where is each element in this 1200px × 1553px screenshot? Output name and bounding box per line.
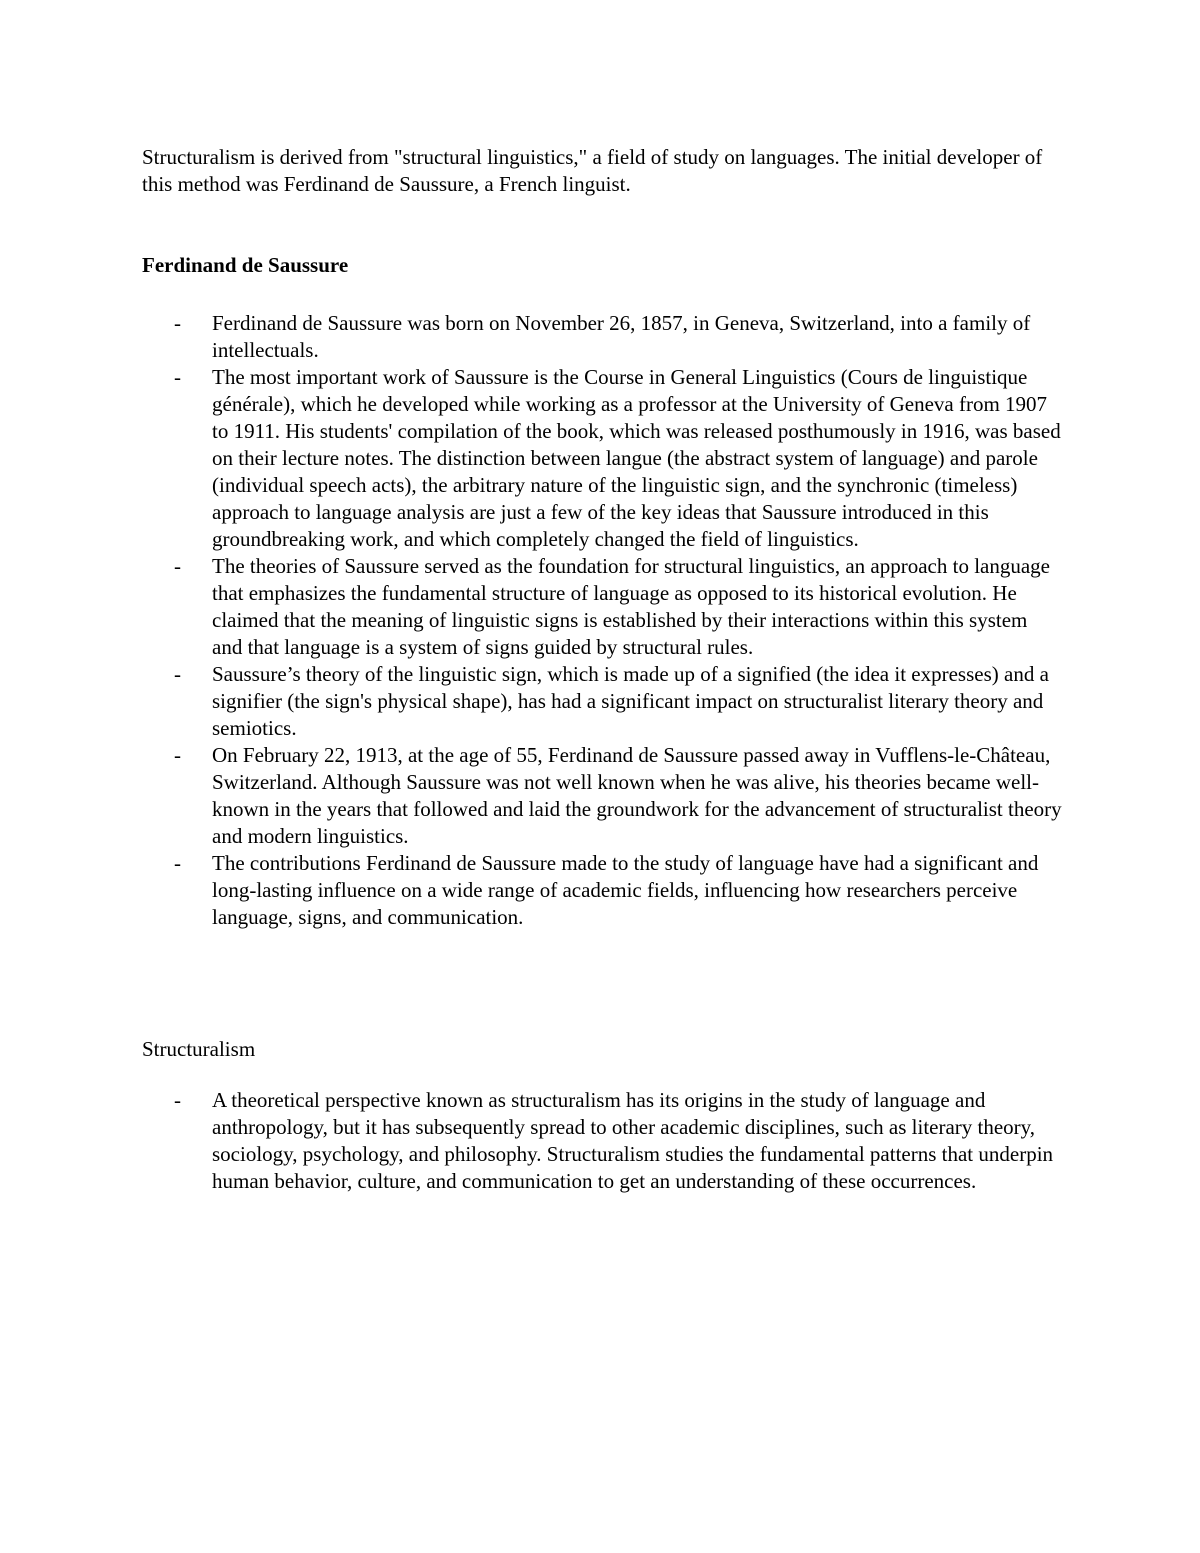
section-heading-structuralism: Structuralism <box>142 1037 256 1061</box>
list-item <box>142 661 1062 742</box>
list-item-text: Saussure’s theory of the linguistic sign, which is made up of a signified (the idea it expresses) and a signifier (the sign's physical shape), has had a significant impact on structuralist literary theory and semiotics. <box>212 662 1049 740</box>
list-item-text: A theoretical perspective known as structuralism has its origins in the study of language and anthropology, but it has subsequently spread to other academic disciplines, such as literary theory, sociology, psychology, and philosophy. Structuralism studies the fundamental patterns that underpin human behavior, culture, and communication to get an understanding of these occurrences. <box>212 1088 1054 1193</box>
list-item <box>142 364 1062 553</box>
list-item-text: The most important work of Saussure is the Course in General Linguistics (Cours de linguistique générale), which he developed while working as a professor at the University of Geneva from 1907 to 1911. His students' compilation of the book, which was released posthumously in 1916, was based on their lecture notes. The distinction between langue (the abstract system of language) and parole (individual speech acts), the arbitrary nature of the linguistic sign, and the synchronic (timeless) approach to language analysis are just a few of the key ideas that Saussure introduced in this groundbreaking work, and which completely changed the field of linguistics. <box>212 365 1061 551</box>
intro-paragraph: Structuralism is derived from "structural linguistics," a field of study on languages. The initial developer of this method was Ferdinand de Saussure, a French linguist. <box>142 145 1043 196</box>
bullet-dash: - <box>174 311 181 335</box>
list-item <box>142 553 1062 661</box>
list-item <box>142 1087 1062 1195</box>
bullet-dash: - <box>174 1088 181 1112</box>
bullet-dash: - <box>174 662 181 686</box>
structuralism-bullet-list <box>142 1087 1062 1195</box>
list-item-text: Ferdinand de Saussure was born on November 26, 1857, in Geneva, Switzerland, into a family of intellectuals. <box>212 311 1031 362</box>
bullet-dash: - <box>174 851 181 875</box>
bullet-dash: - <box>174 743 181 767</box>
list-item <box>142 742 1062 850</box>
list-item-text: The contributions Ferdinand de Saussure made to the study of language have had a significant and long-lasting influence on a wide range of academic fields, influencing how researchers perceive language, signs, and communication. <box>212 851 1039 929</box>
bullet-dash: - <box>174 365 181 389</box>
list-item <box>142 850 1062 931</box>
list-item-text: The theories of Saussure served as the foundation for structural linguistics, an approach to language that emphasizes the fundamental structure of language as opposed to its historical evolution. He claimed that the meaning of linguistic signs is established by their interactions within this system and that language is a system of signs guided by structural rules. <box>212 554 1051 659</box>
section-heading-saussure: Ferdinand de Saussure <box>142 253 349 277</box>
list-item-text: On February 22, 1913, at the age of 55, Ferdinand de Saussure passed away in Vufflens-le-Château, Switzerland. Although Saussure was not well known when he was alive, his theories became well-known in the years that followed and laid the groundwork for the advancement of structuralist theory and modern linguistics. <box>212 743 1062 848</box>
list-item <box>142 310 1062 364</box>
saussure-bullet-list <box>142 310 1062 931</box>
bullet-dash: - <box>174 554 181 578</box>
